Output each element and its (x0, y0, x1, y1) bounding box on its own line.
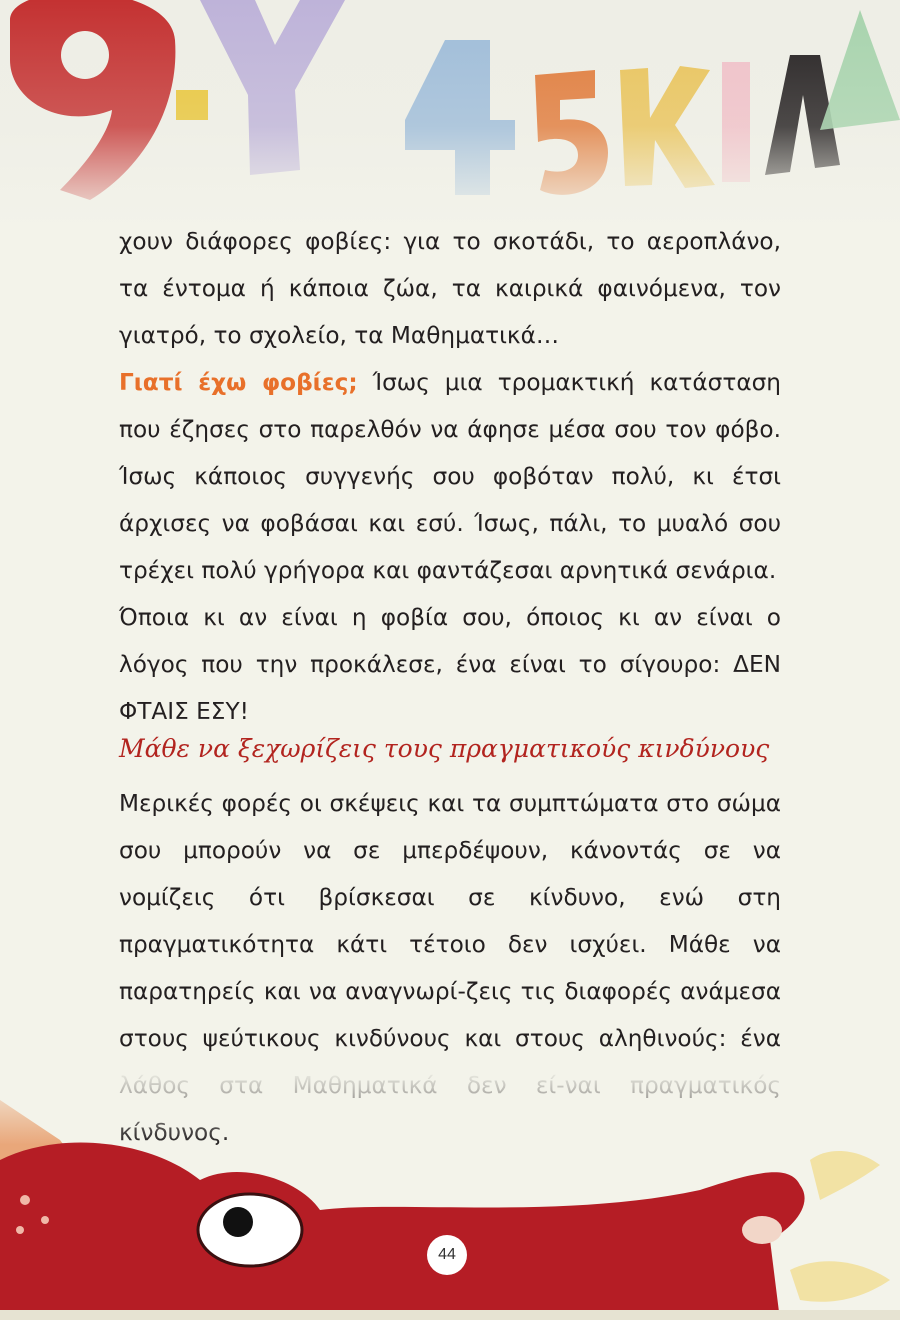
letters-numbers-art (0, 0, 900, 230)
why-phobias-lead: Γιατί έχω φοβίες; (119, 369, 358, 396)
paragraph-why-phobias (119, 359, 781, 594)
paragraph-not-your-fault: Όποια κι αν είναι η φοβία σου, όποιος κι αν είναι ο λόγος που την προκάλεσε, ένα είναι το σίγουρο: ΔΕΝ ΦΤΑΙΣ ΕΣΥ! (119, 604, 781, 725)
page-number: 44 (427, 1235, 467, 1275)
section-heading: Μάθε να ξεχωρίζεις τους πραγματικούς κινδύνους (119, 734, 770, 763)
paragraph-real-dangers: Μερικές φορές οι σκέψεις και τα συμπτώματα στο σώμα σου μπορούν να σε μπερδέψουν, κάνοντάς σε να νομίζεις ότι βρίσκεσαι σε κίνδυνο, ενώ στη πραγματικότητα κάτι τέτοιο δεν ισχύει. Μάθε να παρατηρείς και να αναγνωρί-ζεις τις διαφορές ανάμεσα στους ψεύτικους κινδύνους και στους αληθινούς: ένα (119, 790, 781, 1052)
red-monster-art (0, 1070, 900, 1320)
paragraph-phobias-list: χουν διάφορες φοβίες: για το σκοτάδι, το αεροπλάνο, τα έντομα ή κάποια ζώα, τα καιρικά φαινόμενα, τον γιατρό, το σχολείο, τα Μαθηματικά… (119, 228, 781, 349)
bottom-banner-illustration (0, 1070, 900, 1320)
body-text-block (119, 218, 781, 735)
why-phobias-text: Ίσως μια τρομακτική κατάσταση που έζησες στο παρελθόν να άφησε μέσα σου τον φόβο. Ίσως κάποιος συγγενής σου φοβόταν πολύ, κι έτσι άρχισες να φοβάσαι και εσύ. Ίσως, πάλι, το μυαλό σου τρέχει πολύ γρήγορα και φαντάζεσαι αρνητικά σενάρια. (119, 369, 781, 584)
top-banner-illustration (0, 0, 900, 230)
